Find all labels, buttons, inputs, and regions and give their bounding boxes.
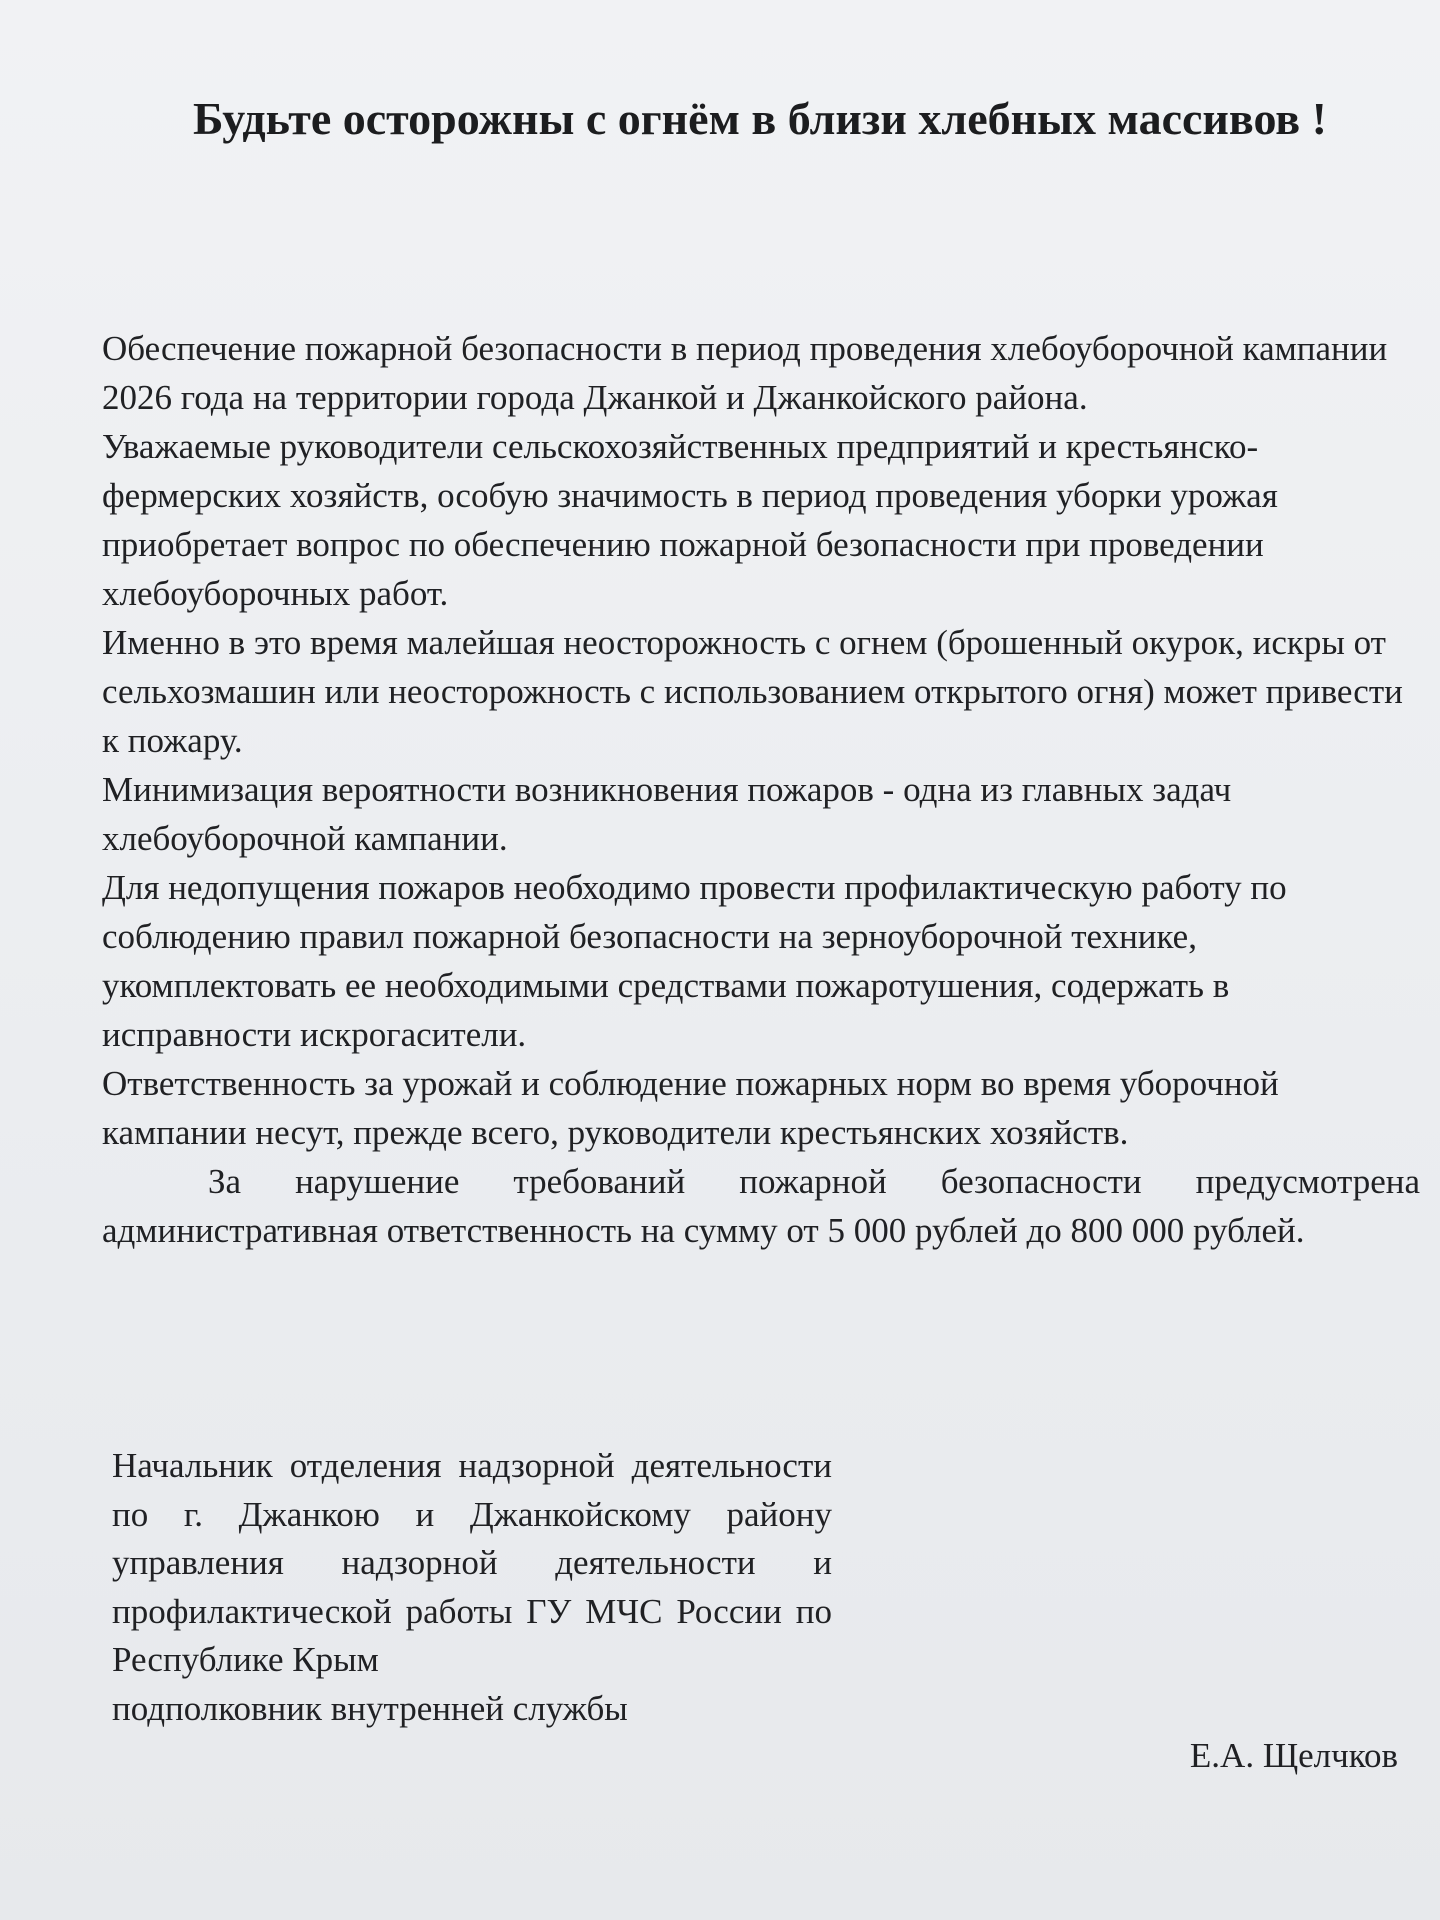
- signer-rank: подполковник внутренней службы: [112, 1688, 628, 1728]
- signer-position: Начальник отделения надзорной деятельности по г. Джанкою и Джанкойскому району управления надзорной деятельности и профилактической работы ГУ МЧС России по Республике Крым: [112, 1446, 832, 1679]
- paragraph-intro: Обеспечение пожарной безопасности в период проведения хлебоуборочной кампании 2026 года на территории города Джанкой и Джанкойского района.: [102, 329, 1388, 417]
- paragraph-appeal: Уважаемые руководители сельскохозяйственных предприятий и крестьянско-фермерских хозяйств, особую значимость в период проведения уборки урожая приобретает вопрос по обеспечению пожарной безопасности при проведении хлебоуборочных работ.: [102, 427, 1278, 613]
- paragraph-prevention: Для недопущения пожаров необходимо провести профилактическую работу по соблюдению правил пожарной безопасности на зерноуборочной технике, укомплектовать ее необходимыми средствами пожаротушения, содержать в исправности искрогасители.: [102, 868, 1287, 1054]
- signature-block: [112, 1442, 832, 1733]
- paragraph-penalty: За нарушение требований пожарной безопасности предусмотрена административная ответственность на сумму от 5 000 рублей до 800 000 рублей.: [102, 1162, 1420, 1250]
- paragraph-risk: Именно в это время малейшая неосторожность с огнем (брошенный окурок, искры от сельхозмашин или неосторожность с использованием открытого огня) может привести к пожару.: [102, 623, 1403, 760]
- signer-name: Е.А. Щелчков: [1189, 1736, 1398, 1775]
- document-title: Будьте осторожны с огнём в близи хлебных массивов !: [193, 93, 1327, 144]
- paragraph-responsibility: Ответственность за урожай и соблюдение пожарных норм во время уборочной кампании несут, прежде всего, руководители крестьянских хозяйств.: [102, 1064, 1279, 1152]
- document-body: [102, 324, 1420, 1255]
- paragraph-minimization: Минимизация вероятности возникновения пожаров - одна из главных задач хлебоуборочной кампании.: [102, 770, 1232, 858]
